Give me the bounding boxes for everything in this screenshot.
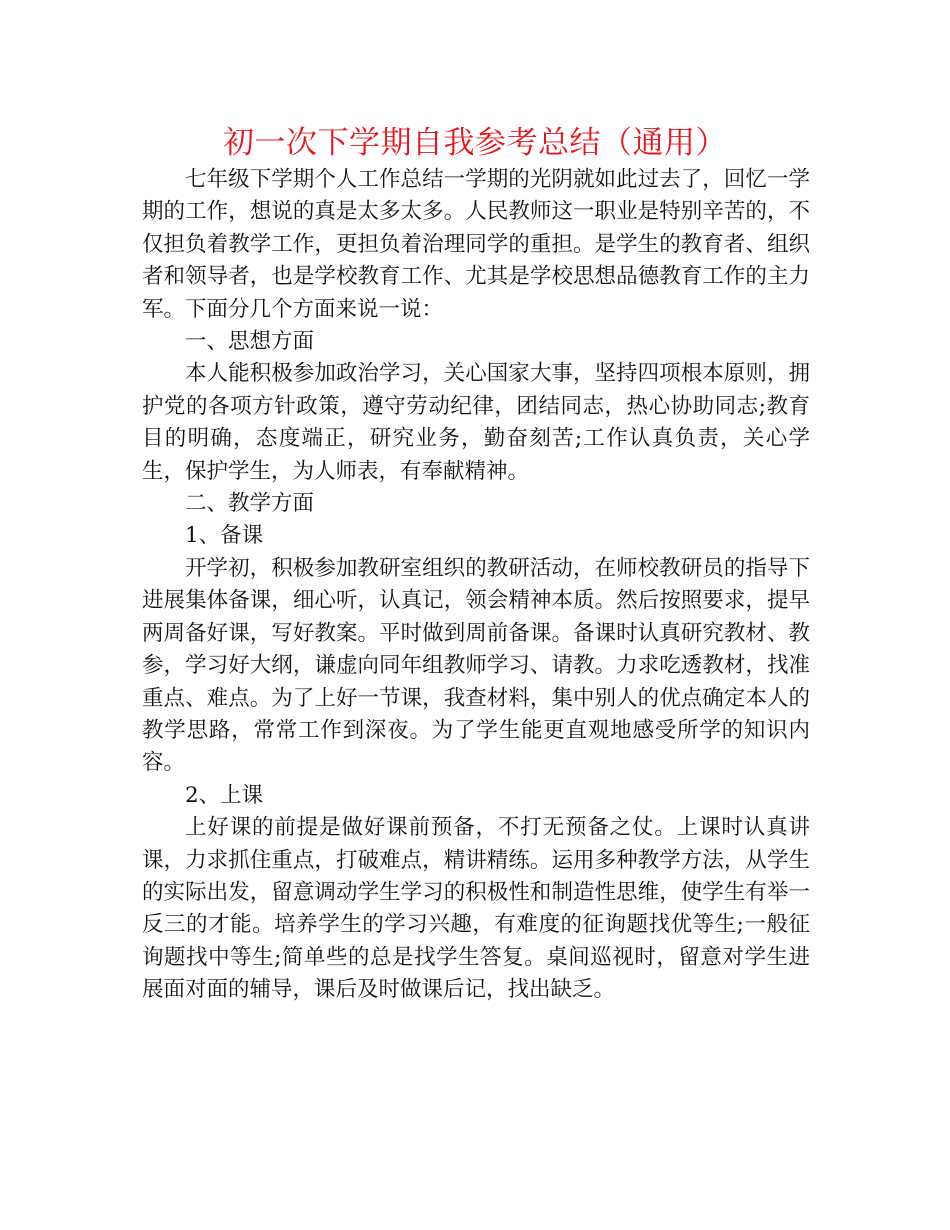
section-heading-teaching: 二、教学方面 — [185, 491, 315, 517]
paragraph-thought: 本人能积极参加政治学习，关心国家大事，坚持四项根本原则，拥护党的各项方针政策，遵守劳动纪律，团结同志，热心协助同志;教育目的明确，态度端正，研究业务，勤奋刻苦;工作认真负责，关心学生，保护学生，为人师表，有奉献精神。 — [142, 361, 810, 484]
document-title: 初一次下学期自我参考总结（通用） — [223, 125, 727, 161]
paragraph-lesson-prep: 开学初，积极参加教研室组织的教研活动，在师校教研员的指导下进展集体备课，细心听，认真记，领会精神本质。然后按照要求，提早两周备好课，写好教案。平时做到周前备课。备课时认真研究教材、教参，学习好大纲，谦虚向同年组教师学习、请教。力求吃透教材，找准重点、难点。为了上好一节课，我查材料，集中别人的优点确定本人的教学思路，常常工作到深夜。为了学生能更直观地感受所学的知识内容。 — [142, 555, 810, 776]
section-heading-thought: 一、思想方面 — [185, 329, 315, 355]
subsection-heading-class: 2、上课 — [185, 782, 264, 808]
document-body — [142, 164, 810, 1007]
paragraph-class: 上好课的前提是做好课前预备，不打无预备之仗。上课时认真讲课，力求抓住重点，打破难点，精讲精练。运用多种教学方法，从学生的实际出发，留意调动学生学习的积极性和制造性思维，使学生有举一反三的才能。培养学生的学习兴趣，有难度的征询题找优等生;一般征询题找中等生;简单些的总是找学生答复。桌间巡视时，留意对学生进展面对面的辅导，课后及时做课后记，找出缺乏。 — [142, 815, 810, 1003]
subsection-heading-lesson-prep: 1、备课 — [185, 523, 264, 549]
paragraph-intro: 七年级下学期个人工作总结一学期的光阴就如此过去了，回忆一学期的工作，想说的真是太多太多。人民教师这一职业是特别辛苦的，不仅担负着教学工作，更担负着治理同学的重担。是学生的教育者、组织者和领导者，也是学校教育工作、尤其是学校思想品德教育工作的主力军。下面分几个方面来说一说： — [142, 167, 810, 322]
